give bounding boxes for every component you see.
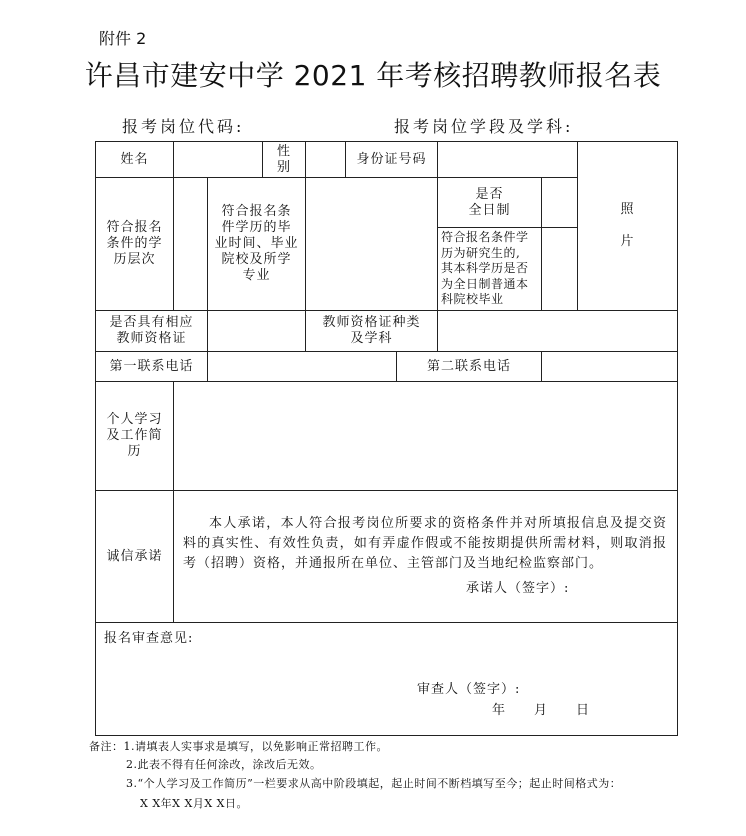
name-field[interactable] (174, 142, 262, 177)
gender-field[interactable] (306, 142, 345, 177)
pledge-text: 本人承诺，本人符合报考岗位所要求的资格条件并对所填报信息及提交资料的真实性、有效性负责，如有弄虚作假或不能按期提供所需材料，则取消报考（招聘）资格，并通报所在单位、主管部门及当地纪检监察部门。 (183, 516, 667, 571)
name-label: 姓名 (120, 151, 149, 167)
full-time-field[interactable] (542, 178, 577, 227)
form-title: 许昌市建安中学 2021 年考核招聘教师报名表 (84, 59, 662, 92)
resume-field[interactable] (174, 382, 677, 490)
postgrad-note-label: 符合报名条件学 历为研究生的, 其本科学历是否 为全日制普通本 科院校毕业 (441, 230, 529, 307)
attachment-label: 附件 2 (99, 29, 147, 48)
phone2-field[interactable] (542, 352, 677, 381)
graduation-info-label: 符合报名条 件学历的毕 业时间、毕业 院校及所学 专业 (214, 204, 299, 283)
note-line-3: 3.“个人学习及工作简历”一栏要求从高中阶段填起，起止时间不断档填写至今；起止时间格式为： (126, 777, 622, 790)
certificate-type-label: 教师资格证种类 及学科 (322, 315, 421, 346)
postgrad-field[interactable] (542, 228, 577, 310)
review-opinion-label: 报名审查意见: (104, 631, 194, 646)
note-line-2: 2.此表不得有任何涂改，涂改后无效。 (126, 758, 322, 771)
graduation-info-field[interactable] (306, 178, 437, 310)
photo-box[interactable]: 照 片 (620, 202, 635, 249)
review-date[interactable]: 年 月 日 (492, 703, 591, 718)
gender-label: 性 别 (276, 143, 291, 175)
id-number-label: 身份证号码 (356, 151, 427, 167)
reviewer-signature-label[interactable]: 审查人（签字）: (417, 682, 521, 697)
has-certificate-field[interactable] (208, 311, 305, 351)
phone2-label: 第二联系电话 (426, 358, 511, 374)
pledger-signature-label[interactable]: 承诺人（签字）: (466, 581, 570, 596)
integrity-label: 诚信承诺 (106, 548, 163, 564)
note-line-1: 备注：1.请填表人实事求是填写，以免影响正常招聘工作。 (89, 740, 388, 753)
has-certificate-label: 是否具有相应 教师资格证 (109, 315, 194, 346)
position-subject-label: 报考岗位学段及学科: (394, 117, 574, 136)
resume-label: 个人学习 及工作简 历 (106, 412, 163, 459)
certificate-type-field[interactable] (438, 311, 677, 351)
education-level-field[interactable] (174, 178, 207, 310)
education-level-label: 符合报名 条件的学 历层次 (106, 220, 163, 267)
position-code-label: 报考岗位代码: (122, 117, 245, 136)
phone1-label: 第一联系电话 (109, 358, 194, 374)
note-line-4: X X年X X月X X日。 (140, 797, 248, 810)
id-number-field[interactable] (438, 142, 577, 177)
phone1-field[interactable] (208, 352, 396, 381)
full-time-label: 是否 全日制 (468, 186, 511, 218)
